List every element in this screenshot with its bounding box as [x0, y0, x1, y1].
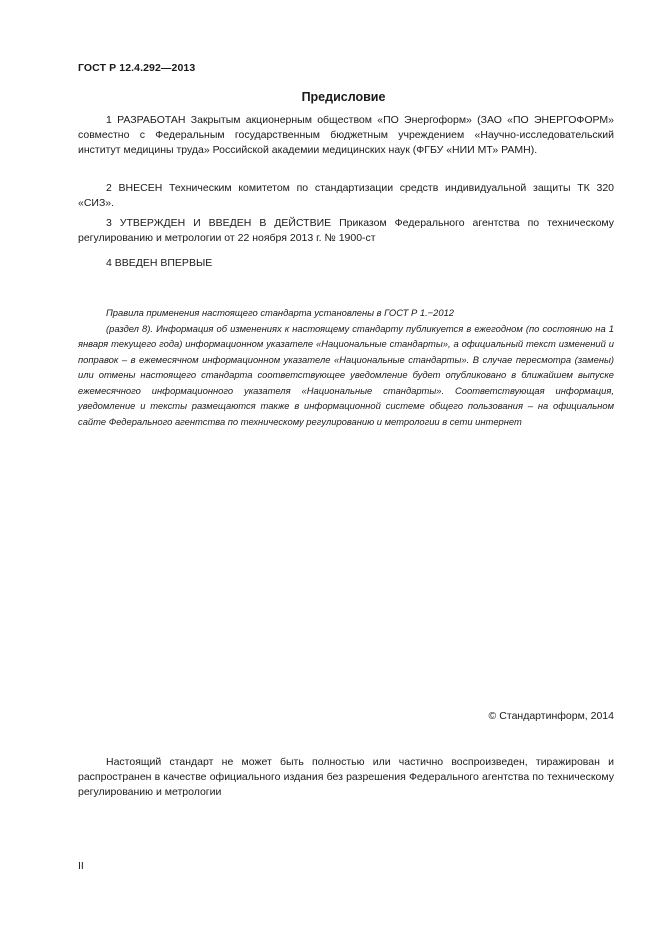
foreword-item-approved: 3 УТВЕРЖДЕН И ВВЕДЕН В ДЕЙСТВИЕ Приказом Федерального агентства по техническому регулированию и метрологии от 22 ноября 2013 г. № 1900-ст [78, 217, 614, 244]
copyright-icon: © [488, 710, 497, 722]
copyright-line [489, 710, 614, 722]
page-number: II [78, 860, 84, 872]
document-code: ГОСТ Р 12.4.292—2013 [78, 62, 196, 74]
copyright-text: Стандартинформ, 2014 [499, 710, 614, 722]
note-first-line: Правила применения настоящего стандарта установлены в ГОСТ Р 1.−2012 [106, 307, 455, 318]
foreword-item-introduced: 2 ВНЕСЕН Техническим комитетом по стандартизации средств индивидуальной защиты ТК 320 «СИЗ». [78, 182, 614, 209]
page-title: Предисловие [301, 90, 386, 104]
application-rules-note [78, 305, 614, 429]
note-body: (раздел 8). Информация об изменениях к настоящему стандарту публикуется в ежегодном (по состоянию на 1 января текущего года) информационном указателе «Национальные стандарты», а официальный текст изменений и поправок – в ежемесячном информационном указателе «Национальные стандарты». В случае пересмотра (замены) или отмены настоящего стандарта соответствующее уведомление будет опубликовано в ближайшем выпуске ежемесячного информационного указателя «Национальные стандарты». Соответствующая информация, уведомление и тексты размещаются также в информационной системе общего пользования – на официальном сайте Федерального агентства по техническому регулированию и метрологии в сети интернет [78, 322, 614, 427]
foreword-item-first-introduced: 4 ВВЕДЕН ВПЕРВЫЕ [106, 257, 213, 269]
foreword-item-developed: 1 РАЗРАБОТАН Закрытым акционерным обществом «ПО Энергоформ» (ЗАО «ПО ЭНЕРГОФОРМ» совместно с Федеральным государственным бюджетным учреждением «Научно-исследовательский институт медицины труда» Российской академии медицинских наук (ФГБУ «НИИ МТ» РАМН). [78, 114, 614, 156]
reprint-notice: Настоящий стандарт не может быть полностью или частично воспроизведен, тиражирован и распространен в качестве официального издания без разрешения Федерального агентства по техническому регулированию и метрологии [78, 756, 614, 798]
